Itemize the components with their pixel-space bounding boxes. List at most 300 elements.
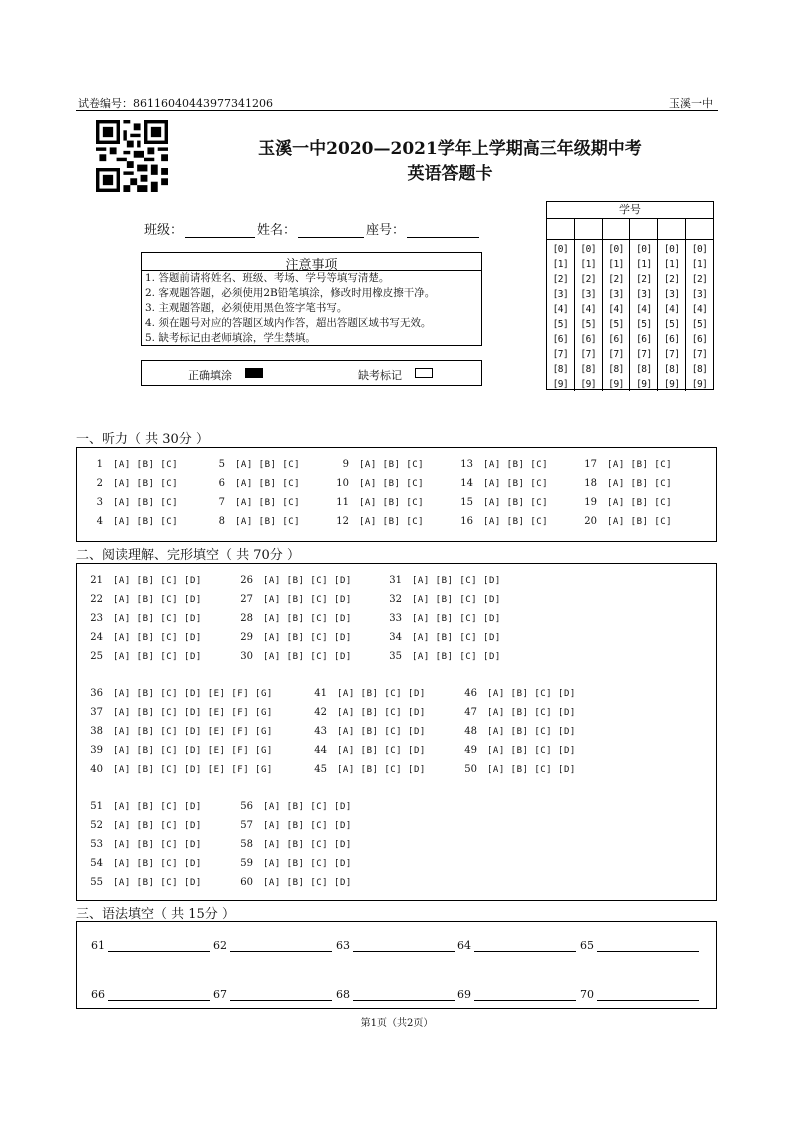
student-id-digit-bubble[interactable]: [8] <box>608 364 624 375</box>
answer-options[interactable]: [A] [B] [C] [D] <box>113 633 202 643</box>
student-id-digit-bubble[interactable]: [9] <box>691 379 708 390</box>
student-id-write-cell[interactable] <box>630 219 658 239</box>
student-id-digit-bubble[interactable]: [6] <box>691 334 708 345</box>
question-row <box>376 651 501 662</box>
answer-options[interactable]: [A] [B] [C] [D] <box>113 652 202 662</box>
answer-options[interactable]: [A] [B] [C] [D] <box>113 595 202 605</box>
question-number: 26 <box>240 575 253 586</box>
student-id-digit-bubble[interactable]: [5] <box>580 319 597 330</box>
answer-options[interactable]: [A] [B] [C] <box>235 517 301 527</box>
question-row <box>451 688 576 699</box>
question-row <box>447 478 548 489</box>
question-row <box>376 632 501 643</box>
student-id-digit-bubble[interactable]: [4] <box>608 304 624 315</box>
question-number: 19 <box>584 497 597 508</box>
student-id-digit-bubble[interactable]: [5] <box>663 319 680 330</box>
question-row <box>77 745 273 756</box>
question-row <box>451 726 576 737</box>
question-row <box>199 478 300 489</box>
question-number: 34 <box>389 632 402 643</box>
question-number: 36 <box>90 688 103 699</box>
name-field[interactable] <box>298 223 364 238</box>
grammar-answer-line[interactable] <box>230 988 332 1001</box>
answer-options[interactable]: [A] [B] [C] <box>113 517 179 527</box>
answer-options[interactable]: [A] [B] [C] <box>235 460 301 470</box>
grammar-number: 61 <box>91 939 105 952</box>
grammar-blank <box>213 988 332 1001</box>
answer-options[interactable]: [A] [B] [C] <box>483 517 549 527</box>
grammar-answer-line[interactable] <box>474 939 576 952</box>
student-id-digit-bubble[interactable]: [2] <box>636 274 652 285</box>
student-id-digit-bubble[interactable]: [2] <box>691 274 708 285</box>
grammar-number: 67 <box>213 988 227 1001</box>
question-number: 22 <box>90 594 103 605</box>
question-row <box>376 613 501 624</box>
answer-options[interactable]: [A] [B] [C] [D] <box>337 727 426 737</box>
student-id-digit-bubble[interactable]: [0] <box>663 244 680 255</box>
answer-options[interactable]: [A] [B] [C] [D] <box>113 840 202 850</box>
student-id-digit-bubble[interactable]: [8] <box>636 364 652 375</box>
answer-options[interactable]: [A] [B] [C] [D] <box>412 652 501 662</box>
student-id-digit-bubble[interactable]: [7] <box>636 349 652 360</box>
question-number: 29 <box>240 632 253 643</box>
question-row <box>77 594 202 605</box>
question-number: 41 <box>314 688 327 699</box>
seat-label: 座号： <box>366 223 406 238</box>
student-id-digit-bubble[interactable]: [1] <box>663 259 680 270</box>
note-item: 4. 须在题号对应的答题区域内作答，超出答题区域书写无效。 <box>145 317 432 329</box>
question-number: 15 <box>460 497 473 508</box>
student-id-digit-bubble[interactable]: [0] <box>552 244 569 255</box>
question-number: 35 <box>389 651 402 662</box>
question-row <box>227 594 352 605</box>
student-id-digit-bubble[interactable]: [2] <box>608 274 624 285</box>
question-number: 10 <box>336 478 349 489</box>
answer-options[interactable]: [A] [B] [C] [D] <box>337 765 426 775</box>
question-row <box>227 820 352 831</box>
grammar-number: 64 <box>457 939 471 952</box>
class-label: 班级： <box>144 223 184 238</box>
question-number: 7 <box>218 497 225 508</box>
answer-options[interactable]: [A] [B] [C] <box>359 479 425 489</box>
grammar-answer-line[interactable] <box>230 939 332 952</box>
answer-options[interactable]: [A] [B] [C] <box>113 498 179 508</box>
question-row <box>199 497 300 508</box>
student-id-write-cell[interactable] <box>547 219 575 239</box>
answer-options[interactable]: [A] [B] [C] [D] <box>487 765 576 775</box>
answer-options[interactable]: [A] [B] [C] [D] <box>337 746 426 756</box>
question-number: 30 <box>240 651 253 662</box>
answer-options[interactable]: [A] [B] [C] [D] [E] [F] [G] <box>113 708 273 718</box>
question-number: 14 <box>460 478 473 489</box>
student-id-digit-bubble[interactable]: [7] <box>691 349 708 360</box>
student-id-digit-bubble[interactable]: [7] <box>580 349 597 360</box>
question-row <box>376 594 501 605</box>
student-id-digit-bubble[interactable]: [7] <box>552 349 569 360</box>
answer-options[interactable]: [A] [B] [C] [D] <box>263 821 352 831</box>
student-id-digit-bubble[interactable]: [0] <box>691 244 708 255</box>
question-number: 24 <box>90 632 103 643</box>
grammar-number: 69 <box>457 988 471 1001</box>
grammar-number: 66 <box>91 988 105 1001</box>
answer-options[interactable]: [A] [B] [C] <box>607 498 673 508</box>
question-number: 45 <box>314 764 327 775</box>
answer-options[interactable]: [A] [B] [C] <box>483 498 549 508</box>
question-row <box>199 459 300 470</box>
answer-options[interactable]: [A] [B] [C] [D] [E] [F] [G] <box>113 765 273 775</box>
grammar-answer-line[interactable] <box>108 939 210 952</box>
question-row <box>447 516 548 527</box>
student-id-digit-bubble[interactable]: [0] <box>636 244 652 255</box>
student-id-digit-bubble[interactable]: [3] <box>691 289 708 300</box>
student-id-write-cell[interactable] <box>686 219 713 239</box>
question-row <box>77 575 202 586</box>
question-row <box>227 801 352 812</box>
answer-options[interactable]: [A] [B] [C] [D] <box>113 576 202 586</box>
grammar-answer-line[interactable] <box>353 988 455 1001</box>
answer-options[interactable]: [A] [B] [C] [D] <box>487 689 576 699</box>
student-id-digit-bubble[interactable]: [4] <box>663 304 680 315</box>
question-row <box>77 877 202 888</box>
question-row <box>77 613 202 624</box>
answer-options[interactable]: [A] [B] [C] [D] <box>113 802 202 812</box>
grammar-blank <box>336 988 455 1001</box>
question-number: 49 <box>464 745 477 756</box>
student-id-digit-bubble[interactable]: [2] <box>552 274 569 285</box>
question-row <box>227 575 352 586</box>
question-number: 51 <box>90 801 103 812</box>
question-number: 5 <box>218 459 225 470</box>
question-number: 31 <box>389 575 402 586</box>
school-name: 玉溪一中 <box>669 97 713 110</box>
grammar-blank <box>91 939 210 952</box>
student-id-label: 学号 <box>547 202 713 219</box>
correct-fill-swatch <box>245 368 263 378</box>
section-grammar-title: 三、语法填空（ 共 15分 ） <box>76 907 235 922</box>
notes-title: 注意事项 <box>285 258 338 273</box>
question-number: 39 <box>90 745 103 756</box>
student-id-digit-bubble[interactable]: [5] <box>691 319 708 330</box>
answer-options[interactable]: [A] [B] [C] [D] [E] [F] [G] <box>113 727 273 737</box>
question-number: 8 <box>218 516 225 527</box>
fill-legend <box>141 360 482 386</box>
question-row <box>227 613 352 624</box>
answer-options[interactable]: [A] [B] [C] [D] <box>337 689 426 699</box>
student-id-digit-bubble[interactable]: [3] <box>580 289 597 300</box>
answer-options[interactable]: [A] [B] [C] [D] <box>412 633 501 643</box>
question-number: 28 <box>240 613 253 624</box>
question-number: 43 <box>314 726 327 737</box>
question-row <box>571 478 672 489</box>
grammar-blank <box>457 988 576 1001</box>
absent-mark-box[interactable] <box>415 368 433 378</box>
question-row <box>571 497 672 508</box>
notes-box <box>141 252 482 346</box>
grammar-number: 70 <box>580 988 594 1001</box>
question-number: 58 <box>240 839 253 850</box>
student-id-digit-bubble[interactable]: [4] <box>580 304 597 315</box>
question-row <box>77 726 273 737</box>
section-reading-title: 二、阅读理解、完形填空（ 共 70分 ） <box>76 548 300 563</box>
answer-options[interactable]: [A] [B] [C] [D] <box>113 614 202 624</box>
answer-options[interactable]: [A] [B] [C] <box>235 498 301 508</box>
correct-fill-label: 正确填涂 <box>188 369 232 382</box>
question-number: 38 <box>90 726 103 737</box>
student-id-column <box>603 240 631 391</box>
question-number: 54 <box>90 858 103 869</box>
student-id-grid <box>546 201 714 390</box>
question-row <box>323 516 424 527</box>
question-number: 17 <box>584 459 597 470</box>
seat-field[interactable] <box>407 223 479 238</box>
answer-options[interactable]: [A] [B] [C] [D] <box>263 652 352 662</box>
question-row <box>323 497 424 508</box>
answer-options[interactable]: [A] [B] [C] [D] <box>412 576 501 586</box>
question-number: 47 <box>464 707 477 718</box>
student-id-digit-bubble[interactable]: [6] <box>552 334 569 345</box>
exam-title: 玉溪一中2020—2021学年上学期高三年级期中考 <box>258 139 642 159</box>
question-row <box>77 801 202 812</box>
student-id-digit-bubble[interactable]: [0] <box>580 244 597 255</box>
student-id-digit-bubble[interactable]: [3] <box>608 289 624 300</box>
answer-options[interactable]: [A] [B] [C] [D] [E] [F] [G] <box>113 689 273 699</box>
student-id-digit-bubble[interactable]: [5] <box>552 319 569 330</box>
answer-options[interactable]: [A] [B] [C] <box>607 479 673 489</box>
answer-options[interactable]: [A] [B] [C] [D] <box>263 840 352 850</box>
student-id-digit-bubble[interactable]: [3] <box>663 289 680 300</box>
section-listening-title: 一、听力（ 共 30分 ） <box>76 432 209 447</box>
question-number: 50 <box>464 764 477 775</box>
grammar-number: 65 <box>580 939 594 952</box>
answer-options[interactable]: [A] [B] [C] <box>235 479 301 489</box>
question-row <box>77 497 178 508</box>
question-number: 44 <box>314 745 327 756</box>
student-id-column <box>575 240 603 391</box>
student-id-digit-bubble[interactable]: [1] <box>552 259 569 270</box>
question-number: 6 <box>218 478 225 489</box>
grammar-number: 68 <box>336 988 350 1001</box>
question-row <box>199 516 300 527</box>
student-id-digit-bubble[interactable]: [4] <box>552 304 569 315</box>
student-id-write-cell[interactable] <box>658 219 686 239</box>
question-number: 23 <box>90 613 103 624</box>
answer-options[interactable]: [A] [B] [C] <box>359 498 425 508</box>
answer-options[interactable]: [A] [B] [C] <box>483 479 549 489</box>
answer-options[interactable]: [A] [B] [C] [D] [E] [F] [G] <box>113 746 273 756</box>
grammar-answer-line[interactable] <box>353 939 455 952</box>
question-number: 33 <box>389 613 402 624</box>
student-id-write-row <box>547 219 713 240</box>
question-row <box>77 516 178 527</box>
student-id-digit-bubble[interactable]: [8] <box>580 364 597 375</box>
grammar-answer-line[interactable] <box>597 939 699 952</box>
question-row <box>301 707 426 718</box>
student-id-digit-bubble[interactable]: [9] <box>608 379 624 390</box>
grammar-answer-line[interactable] <box>108 988 210 1001</box>
answer-options[interactable]: [A] [B] [C] [D] <box>487 708 576 718</box>
student-id-digit-bubble[interactable]: [6] <box>608 334 624 345</box>
answer-options[interactable]: [A] [B] [C] [D] <box>263 576 352 586</box>
student-id-column <box>658 240 686 391</box>
question-row <box>227 651 352 662</box>
answer-options[interactable]: [A] [B] [C] <box>607 460 673 470</box>
student-id-digit-bubble[interactable]: [8] <box>552 364 569 375</box>
answer-options[interactable]: [A] [B] [C] [D] <box>487 727 576 737</box>
answer-options[interactable]: [A] [B] [C] [D] <box>337 708 426 718</box>
question-row <box>451 745 576 756</box>
answer-options[interactable]: [A] [B] [C] [D] <box>263 802 352 812</box>
name-label: 姓名： <box>257 223 297 238</box>
answer-options[interactable]: [A] [B] [C] <box>359 460 425 470</box>
answer-options[interactable]: [A] [B] [C] [D] <box>263 878 352 888</box>
page-footer: 第1页（共2页） <box>360 1018 434 1029</box>
answer-options[interactable]: [A] [B] [C] <box>359 517 425 527</box>
question-number: 40 <box>90 764 103 775</box>
student-id-column <box>547 240 575 391</box>
question-row <box>451 764 576 775</box>
grammar-answer-box <box>76 921 717 1009</box>
student-id-digit-bubble[interactable]: [1] <box>636 259 652 270</box>
question-row <box>323 459 424 470</box>
student-id-digit-bubble[interactable]: [2] <box>580 274 597 285</box>
answer-options[interactable]: [A] [B] [C] [D] <box>412 595 501 605</box>
question-number: 9 <box>342 459 349 470</box>
question-row <box>571 516 672 527</box>
qr-code-icon <box>96 120 168 192</box>
student-id-digit-bubble[interactable]: [9] <box>552 379 569 390</box>
question-row <box>451 707 576 718</box>
question-number: 52 <box>90 820 103 831</box>
student-id-digit-bubble[interactable]: [9] <box>636 379 652 390</box>
question-number: 37 <box>90 707 103 718</box>
grammar-number: 63 <box>336 939 350 952</box>
student-id-digit-bubble[interactable]: [4] <box>636 304 652 315</box>
question-number: 32 <box>389 594 402 605</box>
absent-mark-label: 缺考标记 <box>358 369 402 382</box>
grammar-blank <box>336 939 455 952</box>
student-id-column <box>686 240 713 391</box>
answer-options[interactable]: [A] [B] [C] <box>483 460 549 470</box>
student-id-digit-bubble[interactable]: [1] <box>608 259 624 270</box>
grammar-blank <box>213 939 332 952</box>
student-id-digit-bubble[interactable]: [7] <box>608 349 624 360</box>
student-id-digit-bubble[interactable]: [5] <box>608 319 624 330</box>
student-id-digit-bubble[interactable]: [9] <box>663 379 680 390</box>
question-number: 27 <box>240 594 253 605</box>
question-row <box>301 764 426 775</box>
question-number: 11 <box>336 497 349 508</box>
student-id-digit-bubble[interactable]: [7] <box>663 349 680 360</box>
student-id-digit-bubble[interactable]: [6] <box>663 334 680 345</box>
question-number: 20 <box>584 516 597 527</box>
class-field[interactable] <box>185 223 255 238</box>
answer-options[interactable]: [A] [B] [C] [D] <box>113 878 202 888</box>
note-item: 2. 客观题答题，必须使用2B铅笔填涂，修改时用橡皮擦干净。 <box>145 287 436 299</box>
answer-options[interactable]: [A] [B] [C] [D] <box>113 859 202 869</box>
question-row <box>77 764 273 775</box>
note-item: 3. 主观题答题，必须使用黑色签字笔书写。 <box>145 302 348 314</box>
question-row <box>301 745 426 756</box>
listening-answer-box <box>76 447 717 542</box>
student-id-write-cell[interactable] <box>575 219 603 239</box>
question-number: 55 <box>90 877 103 888</box>
reading-answer-box <box>76 563 717 901</box>
answer-options[interactable]: [A] [B] [C] [D] <box>113 821 202 831</box>
answer-options[interactable]: [A] [B] [C] [D] <box>263 859 352 869</box>
grammar-blank <box>580 939 699 952</box>
question-row <box>447 459 548 470</box>
student-id-digit-bubble[interactable]: [1] <box>580 259 597 270</box>
question-row <box>77 459 178 470</box>
question-number: 12 <box>336 516 349 527</box>
question-number: 46 <box>464 688 477 699</box>
question-row <box>77 820 202 831</box>
question-number: 18 <box>584 478 597 489</box>
student-id-digit-bubble[interactable]: [6] <box>636 334 652 345</box>
student-id-digit-bubble[interactable]: [9] <box>580 379 597 390</box>
question-number: 57 <box>240 820 253 831</box>
grammar-blank <box>91 988 210 1001</box>
question-number: 3 <box>96 497 103 508</box>
answer-options[interactable]: [A] [B] [C] [D] <box>412 614 501 624</box>
question-number: 4 <box>96 516 103 527</box>
answer-options[interactable]: [A] [B] [C] [D] <box>487 746 576 756</box>
answer-options[interactable]: [A] [B] [C] [D] <box>263 633 352 643</box>
student-id-digit-bubble[interactable]: [3] <box>552 289 569 300</box>
grammar-blank <box>457 939 576 952</box>
student-info-row <box>144 219 481 238</box>
student-id-digit-bubble[interactable]: [1] <box>691 259 708 270</box>
question-row <box>227 858 352 869</box>
answer-options[interactable]: [A] [B] [C] <box>113 460 179 470</box>
exam-subtitle: 英语答题卡 <box>407 164 493 184</box>
grammar-answer-line[interactable] <box>474 988 576 1001</box>
student-id-digit-bubble[interactable]: [8] <box>691 364 708 375</box>
note-item: 1. 答题前请将姓名、班级、考场、学号等填写清楚。 <box>145 272 390 284</box>
student-id-digit-bubble[interactable]: [4] <box>691 304 708 315</box>
student-id-digit-bubble[interactable]: [5] <box>636 319 652 330</box>
grammar-blank <box>580 988 699 1001</box>
question-row <box>77 651 202 662</box>
question-row <box>77 632 202 643</box>
question-row <box>227 839 352 850</box>
question-number: 48 <box>464 726 477 737</box>
answer-options[interactable]: [A] [B] [C] [D] <box>263 595 352 605</box>
question-row <box>77 839 202 850</box>
question-number: 2 <box>96 478 103 489</box>
question-row <box>447 497 548 508</box>
question-row <box>301 688 426 699</box>
question-number: 59 <box>240 858 253 869</box>
answer-options[interactable]: [A] [B] [C] <box>607 517 673 527</box>
question-number: 53 <box>90 839 103 850</box>
student-id-digit-bubble[interactable]: [6] <box>580 334 597 345</box>
grammar-answer-line[interactable] <box>597 988 699 1001</box>
note-item: 5. 缺考标记由老师填涂，学生禁填。 <box>145 332 316 344</box>
grammar-number: 62 <box>213 939 227 952</box>
question-row <box>571 459 672 470</box>
answer-options[interactable]: [A] [B] [C] [D] <box>263 614 352 624</box>
student-id-digit-bubble[interactable]: [0] <box>608 244 624 255</box>
student-id-digit-bubble[interactable]: [2] <box>663 274 680 285</box>
student-id-digit-bubble[interactable]: [3] <box>636 289 652 300</box>
answer-options[interactable]: [A] [B] [C] <box>113 479 179 489</box>
question-row <box>227 632 352 643</box>
student-id-write-cell[interactable] <box>603 219 631 239</box>
question-number: 25 <box>90 651 103 662</box>
question-number: 42 <box>314 707 327 718</box>
student-id-digit-bubble[interactable]: [8] <box>663 364 680 375</box>
